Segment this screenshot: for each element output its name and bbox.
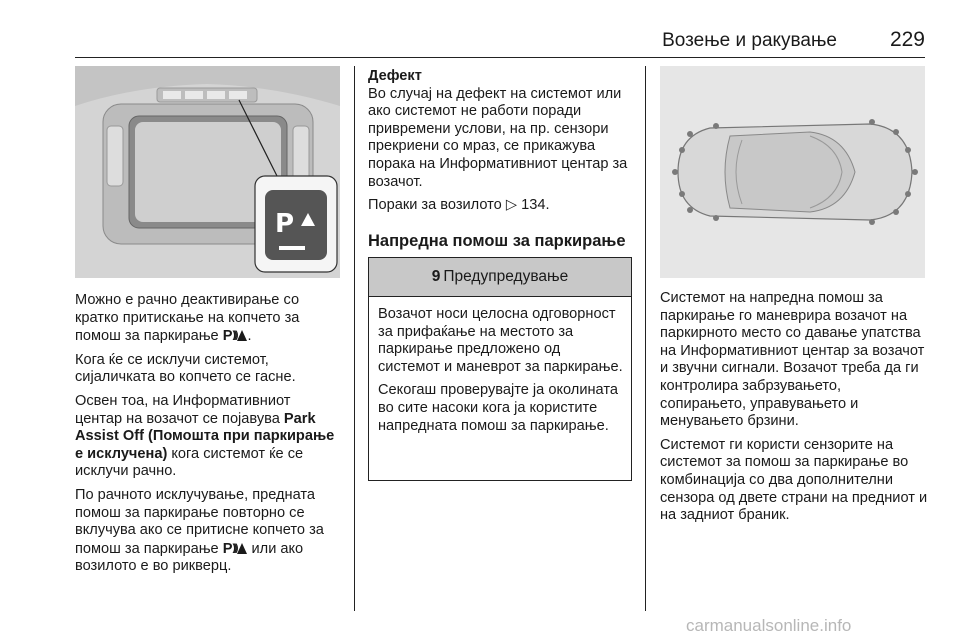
middle-column-text bbox=[368, 68, 634, 221]
paragraph-2: Кога ќе се исклучи системот, сијаличката во копчето се гасне. bbox=[75, 351, 296, 386]
paragraph-4: По рачното исклучување, предната помош за паркирање повторно се вклучува ако се притисне копчето за помош за паркирање P))) или ако возилото е во рикверц. bbox=[75, 486, 324, 575]
defect-paragraph: Во случај на дефект на системот или ако системот не работи поради привремени услови, на пр. сензори прекриени со мраз, се прикажува порака на Информативниот центар за возачот. bbox=[368, 85, 628, 190]
park-assist-icon: P))) bbox=[223, 327, 248, 346]
page-number: 229 bbox=[889, 28, 925, 51]
header-rule bbox=[75, 57, 925, 58]
paragraph-1: Можно е рачно деактивирање со кратко притискање на копчето за помош за паркирање P))) . bbox=[75, 292, 300, 345]
page-reference-icon: ▷ bbox=[505, 197, 518, 214]
car-sensors-illustration bbox=[660, 66, 925, 278]
chapter-title: Возење и ракување bbox=[662, 30, 837, 51]
defect-heading: Дефект bbox=[368, 68, 422, 84]
column-separator-2 bbox=[645, 66, 646, 611]
reference-line: Пораки за возилото ▷ 134. bbox=[368, 197, 550, 214]
warning-paragraph-2: Секогаш проверувајте ја околината во сите насоки кога ја користите напредната помош за паркирање. bbox=[378, 382, 618, 434]
watermark: carmanualsonline.info bbox=[686, 616, 852, 635]
page-header bbox=[75, 24, 925, 58]
paragraph-3: Освен тоа, на Информативниот центар на возачот се појавува Park Assist Off (Помошта при паркирање е исклучена) кога системот ќе се исклучи рачно. bbox=[75, 392, 335, 480]
warning-header bbox=[369, 258, 631, 297]
warning-title: Предупредување bbox=[443, 268, 569, 285]
svg-text:P: P bbox=[275, 209, 295, 239]
warning-symbol-icon: 9 bbox=[431, 268, 441, 285]
right-paragraph-2: Системот ги користи сензорите на системот за помош за паркирање во комбинација со два дополнителни сензора од двете страни на предниот и на задниот браник. bbox=[660, 436, 928, 524]
section-heading-advanced-park-assist: Напредна помош за паркирање bbox=[368, 232, 626, 250]
warning-box bbox=[368, 257, 632, 481]
park-assist-icon: P))) bbox=[223, 540, 248, 559]
right-column-text bbox=[660, 290, 928, 531]
dashboard-button-illustration bbox=[75, 66, 340, 278]
park-assist-off-message: Park Assist Off (Помошта при паркирање е исклучена) bbox=[75, 410, 335, 462]
warning-body bbox=[369, 297, 631, 435]
column-separator-1 bbox=[354, 66, 355, 611]
right-paragraph-1: Системот на напредна помош за паркирање го маневрира возачот на паркирното место со давање упатства на Информативниот центар за возачот и звучни сигнали. Возачот треба да ги контролира забрзувањето, сопирањето, управувањето и менувањето брзини. bbox=[660, 290, 925, 430]
left-column-text bbox=[75, 292, 341, 582]
warning-paragraph-1: Возачот носи целосна одговорност за прифаќање на местото за паркирање предложено од системот и маневрот за паркирање. bbox=[378, 306, 623, 375]
